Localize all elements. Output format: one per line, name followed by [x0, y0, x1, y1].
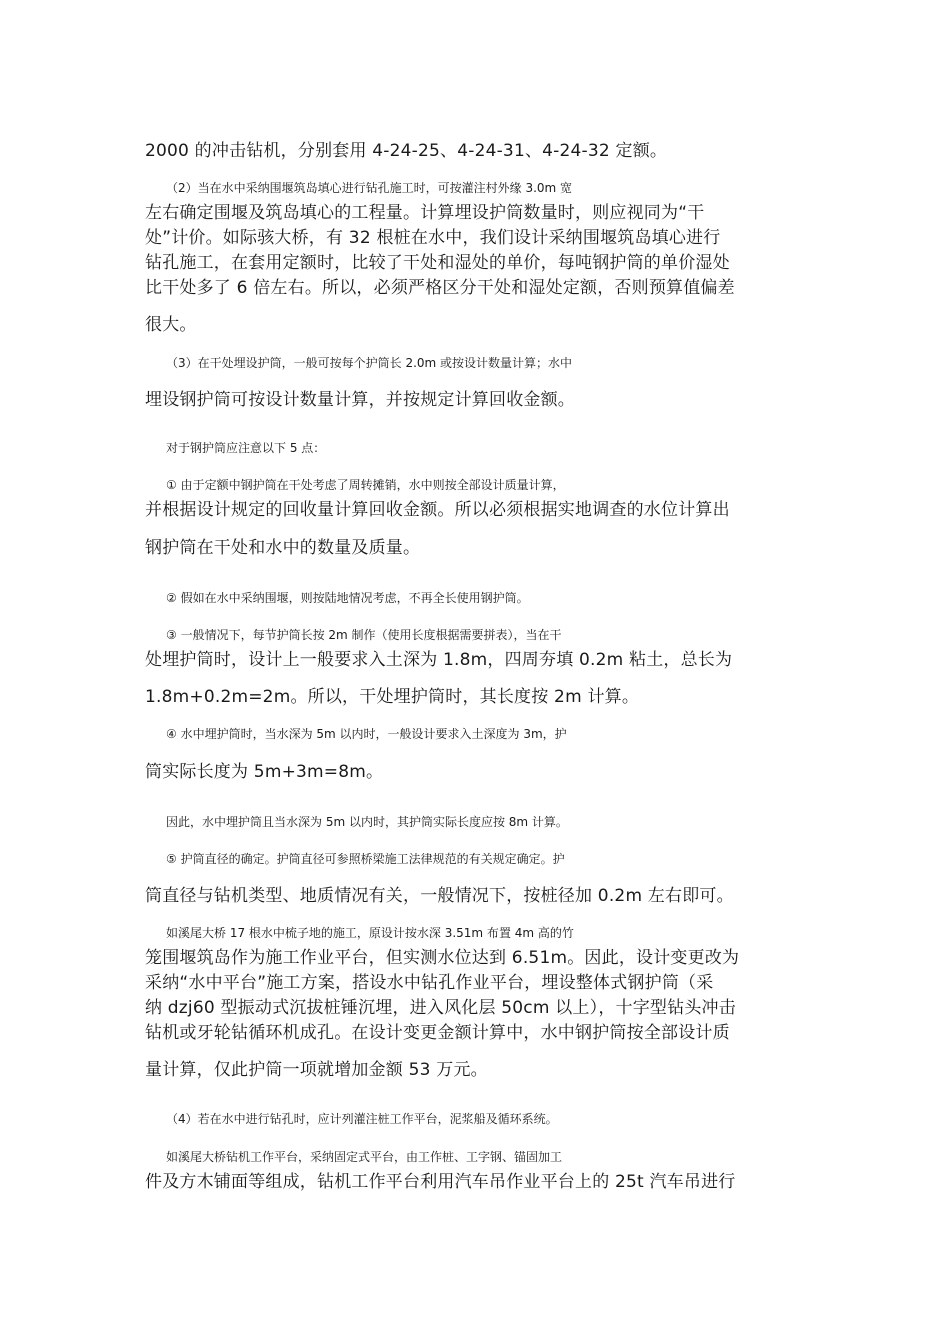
- text-line: 钻孔施工，在套用定额时，比较了干处和湿处的单价，每吨钢护筒的单价湿处: [145, 253, 730, 273]
- text-line: 如溪尾大桥钻机工作平台，采纳固定式平台，由工作桩、工字钢、锚固加工: [166, 1150, 563, 1164]
- text-line: 埋设钢护筒可按设计数量计算，并按规定计算回收金额。: [145, 390, 575, 410]
- text-line: 采纳“水中平台”施工方案，搭设水中钻孔作业平台，埋设整体式钢护筒（采: [145, 973, 714, 993]
- text-line: ④ 水中埋护筒时，当水深为 5m 以内时，一般设计要求入土深度为 3m，护: [166, 727, 567, 741]
- text-line: ① 由于定额中钢护筒在干处考虑了周转摊销，水中则按全部设计质量计算，: [166, 478, 565, 492]
- text-line: 处”计价。如际骇大桥，有 32 根桩在水中，我们设计采纳围堰筑岛填心进行: [145, 228, 721, 248]
- text-line: 比干处多了 6 倍左右。所以，必须严格区分干处和湿处定额，否则预算值偏差: [145, 278, 735, 298]
- text-line: 2000 的冲击钻机，分别套用 4-24-25、4-24-31、4-24-32 定额。: [145, 141, 668, 161]
- text-line: 如溪尾大桥 17 根水中梳子地的施工，原设计按水深 3.51m 布置 4m 高的竹: [166, 926, 574, 940]
- text-line: 1.8m+0.2m=2m。所以，干处埋护筒时，其长度按 2m 计算。: [145, 687, 640, 707]
- text-line: 因此，水中埋护筒且当水深为 5m 以内时，其护筒实际长度应按 8m 计算。: [166, 815, 568, 829]
- text-line: 钻机或牙轮钻循环机成孔。在设计变更金额计算中，水中钢护筒按全部设计质: [145, 1023, 730, 1043]
- text-line: 钢护筒在干处和水中的数量及质量。: [145, 538, 421, 558]
- text-line: ⑤ 护筒直径的确定。护筒直径可参照桥梁施工法律规范的有关规定确定。护: [166, 852, 565, 866]
- text-line: 笼围堰筑岛作为施工作业平台，但实测水位达到 6.51m。因此，设计变更改为: [145, 948, 740, 968]
- text-line: （2）当在水中采纳围堰筑岛填心进行钻孔施工时，可按灌注村外缘 3.0m 宽: [166, 181, 573, 195]
- text-line: （3）在干处埋设护筒，一般可按每个护筒长 2.0m 或按设计数量计算；水中: [166, 356, 573, 370]
- text-line: 对于钢护筒应注意以下 5 点：: [166, 441, 326, 455]
- text-line: 筒直径与钻机类型、地质情况有关，一般情况下，按桩径加 0.2m 左右即可。: [145, 886, 734, 906]
- text-line: 处埋护筒时，设计上一般要求入土深为 1.8m，四周夯填 0.2m 粘土，总长为: [145, 650, 733, 670]
- text-line: ③ 一般情况下，每节护筒长按 2m 制作（使用长度根据需要拼表），当在干: [166, 628, 562, 642]
- text-line: 并根据设计规定的回收量计算回收金额。所以必须根据实地调查的水位计算出: [145, 500, 730, 520]
- text-line: 筒实际长度为 5m+3m=8m。: [145, 762, 384, 782]
- text-line: （4）若在水中进行钻孔时，应计列灌注桩工作平台，泥浆船及循环系统。: [166, 1112, 558, 1126]
- text-line: 件及方木铺面等组成，钻机工作平台利用汽车吊作业平台上的 25t 汽车吊进行: [145, 1172, 736, 1192]
- text-line: 纳 dzj60 型振动式沉拔桩锤沉埋，进入风化层 50cm 以上），十字型钻头冲击: [145, 998, 736, 1018]
- text-line: 左右确定围堰及筑岛填心的工程量。计算埋设护筒数量时，则应视同为“干: [145, 203, 705, 223]
- text-line: ② 假如在水中采纳围堰，则按陆地情况考虑，不再全长使用钢护筒。: [166, 591, 529, 605]
- text-line: 量计算，仅此护筒一项就增加金额 53 万元。: [145, 1060, 488, 1080]
- text-line: 很大。: [145, 315, 197, 335]
